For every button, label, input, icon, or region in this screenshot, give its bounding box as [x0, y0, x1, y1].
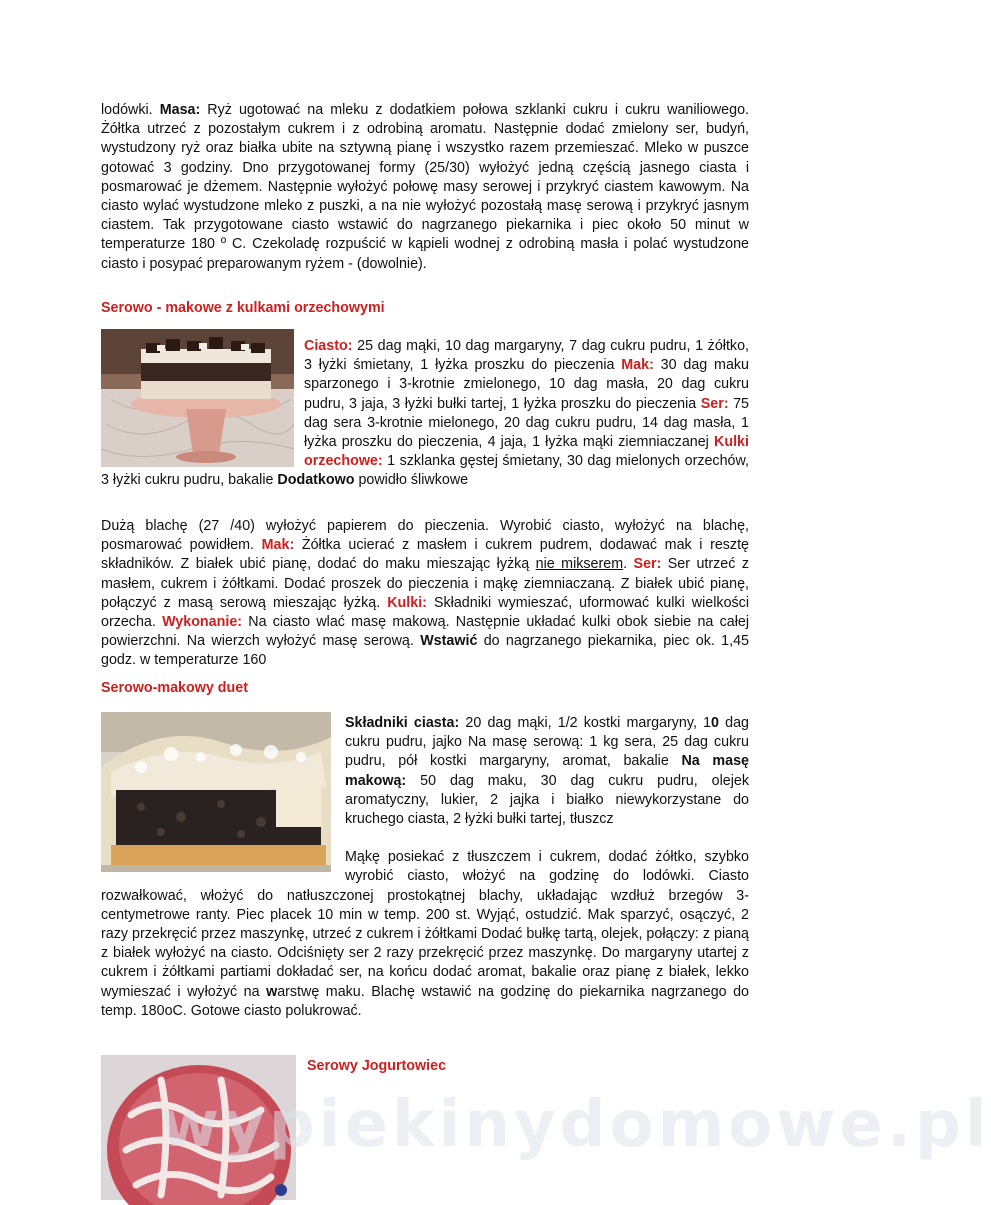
cake-photo-serowo-makowy: [101, 712, 331, 872]
skladniki-text: 20 dag mąki, 1/2 kostki margaryny, 1: [459, 715, 712, 731]
masa-makowa-text: 50 dag maku, 30 dag cukru pudru, olejek aromatyczny, lukier, 2 jajka i białko niewykorzystane do kruchego ciasta, 2 łyżki bułki tartej, tłuszcz: [345, 772, 749, 828]
skladniki-text-2: dag cukru pudru, jajko Na masę serową: 1 kg sera, 25 dag cukru pudru, pół kostki margaryny, aromat, bakalie: [345, 715, 750, 770]
instr-text-e: Składniki wymieszać, uformować kulki wielkości orzecha.: [101, 594, 749, 631]
recipe-title-serowo-makowy-duet: Serowo-makowy duet: [101, 680, 248, 696]
ser-label: Ser:: [700, 395, 729, 412]
recipe-title-serowy-jogurtowiec: Serowy Jogurtowiec: [307, 1058, 447, 1074]
recipe2-bold-letter: w: [266, 983, 278, 1000]
instr-text-f: Na ciasto wlać masę makową. Następnie układać kulki obok siebie na całej powierzchni. Na wierzch wyłożyć masę serową.: [101, 614, 749, 650]
ciasto-text: 25 dag mąki, 10 dag margaryny, 7 dag cukru pudru, 1 żółtko, 3 łyżki śmietany, 1 łyżka proszku do pieczenia: [304, 338, 749, 374]
kulki-text: 1 szklanka gęstej śmietany, 30 dag mielonych orzechów, 3 łyżki cukru pudru, bakalie: [101, 453, 749, 489]
cake-photo-jogurtowiec: [101, 1055, 296, 1200]
instr-text-c: .: [623, 556, 634, 573]
instr-mak-label: Mak:: [261, 537, 295, 554]
instr-wstawic-label: Wstawić: [420, 633, 478, 650]
ciasto-label: Ciasto:: [304, 338, 353, 354]
recipe1-instructions: [101, 517, 749, 671]
masa-makowa-label: Na masę makową:: [345, 753, 749, 789]
instr-underlined: nie mikserem: [535, 556, 624, 573]
recipe1-photo: [101, 329, 294, 467]
instr-text-b: Żółtka ucierać z masłem i cukrem pudrem, dodawać mak i resztę składników. Z białek ubić pianę, dodać do maku mieszając łyżką: [101, 537, 750, 573]
kulki-label: Kulki orzechowe:: [304, 434, 749, 470]
intro-text: lodówki.: [101, 102, 160, 118]
instr-text-a: Dużą blachę (27 /40) wyłożyć papierem do pieczenia. Wyrobić ciasto, wyłożyć na blachę, posmarować powidłem.: [101, 518, 749, 554]
dodatkowo-text: powidło śliwkowe: [354, 472, 469, 489]
masa-label: Masa:: [159, 102, 201, 118]
instr-kulki-label: Kulki:: [387, 594, 427, 611]
dodatkowo-label: Dodatkowo: [277, 472, 355, 489]
recipe-title-serowo-makowe: Serowo - makowe z kulkami orzechowymi: [101, 300, 385, 316]
instr-ser-label: Ser:: [633, 556, 662, 573]
mak-text: 30 dag maku sparzonego i 3-krotnie zmielonego, 10 dag masła, 20 dag cukru pudru, 3 jaja, 3 łyżki bułki tartej, 1 łyżka proszku do pieczenia: [304, 357, 749, 412]
skladniki-digit: 0: [711, 715, 719, 731]
recipe2-photo: [101, 712, 331, 872]
skladniki-ciasta-label: Składniki ciasta:: [345, 715, 460, 731]
instr-text-g: do nagrzanego piekarnika, piec ok. 1,45 godz. w temperaturze 160: [101, 633, 749, 669]
watermark: wypiekinydomowe.pl: [160, 1088, 991, 1162]
cake-photo-serowo-makowe: [101, 329, 294, 467]
intro-paragraph: [101, 101, 749, 274]
recipe2-instructions: Mąkę posiekać z tłuszczem i cukrem, dodać żółtko, szybko wyrobić ciasto, włożyć na godzinę do lodówki. Ciasto rozwałkować, włożyć do natłuszczonej prostokątnej blachy, układając wzdłuż brzegów 3-centymetrowe ranty. Piec placek 10 min w temp. 200 st. Wyjąć, ostudzić. Mak sparzyć, osączyć, 2 razy przekręcić przez maszynkę, utrzeć z cukrem i żółtkami Dodać bułkę tartą, olejek, połączy: z pianą z białek wyłożyć na ciasto. Odciśnięty ser 2 razy przekręcić przez maszynkę. Do margaryny utartej z cukrem i żółtkami partiami dokładać ser, na końcu dodać aromat, bakalie oraz pianę z białek, lekko wymieszać i wyłożyć na: [101, 849, 749, 1000]
instr-text-d: Ser utrzeć z masłem, cukrem i żółtkami. Dodać proszek do pieczenia i mąkę ziemniaczaną. Z białek ubić pianę, połączyć z masą serową mieszając łyżką.: [101, 556, 749, 611]
recipe2-instructions-2: arstwę maku. Blachę wstawić na godzinę do piekarnika nagrzanego do temp. 180oC. Gotowe ciasto polukrować.: [101, 983, 750, 1019]
instr-wykonanie-label: Wykonanie:: [162, 614, 243, 631]
recipe3-photo: [101, 1055, 296, 1200]
recipe1-ingredients: [101, 337, 749, 491]
recipe2-body: [101, 714, 749, 1021]
ser-text: 75 dag sera 3-krotnie mielonego, 20 dag cukru pudru, 14 dag masła, 1 łyżka proszku do pieczenia, 4 jaja, 1 łyżka mąki ziemniaczanej: [304, 395, 750, 451]
mak-label: Mak:: [621, 357, 654, 374]
intro-text-2: Ryż ugotować na mleku z dodatkiem połowa szklanki cukru i cukru waniliowego. Żółtka utrzeć z pozostałym cukrem i z odrobiną aromatu. Następnie dodać zmielony ser, budyń, wystudzony ryż oraz białka ubite na sztywną pianę i wszystko razem przemieszać. Mleko w puszce gotować 3 godziny. Dno przygotowanej formy (25/30) wyłożyć jedną częścią jasnego ciasta i posmarować je dżemem. Następnie wyłożyć połowę masy serowej i przykryć ciastem kawowym. Na ciasto wylać wystudzone mleko z puszki, a na nie wyłożyć pozostałą masę serową i przykryć jasnym ciastem. Tak przygotowane ciasto wstawić do nagrzanego piekarnika i piec około 50 minut w temperaturze 180 º C. Czekoladę rozpuścić w kąpieli wodnej z odrobiną masła i polać wystudzone ciasto i posypać preparowanym ryżem - (dowolnie).: [101, 102, 750, 272]
